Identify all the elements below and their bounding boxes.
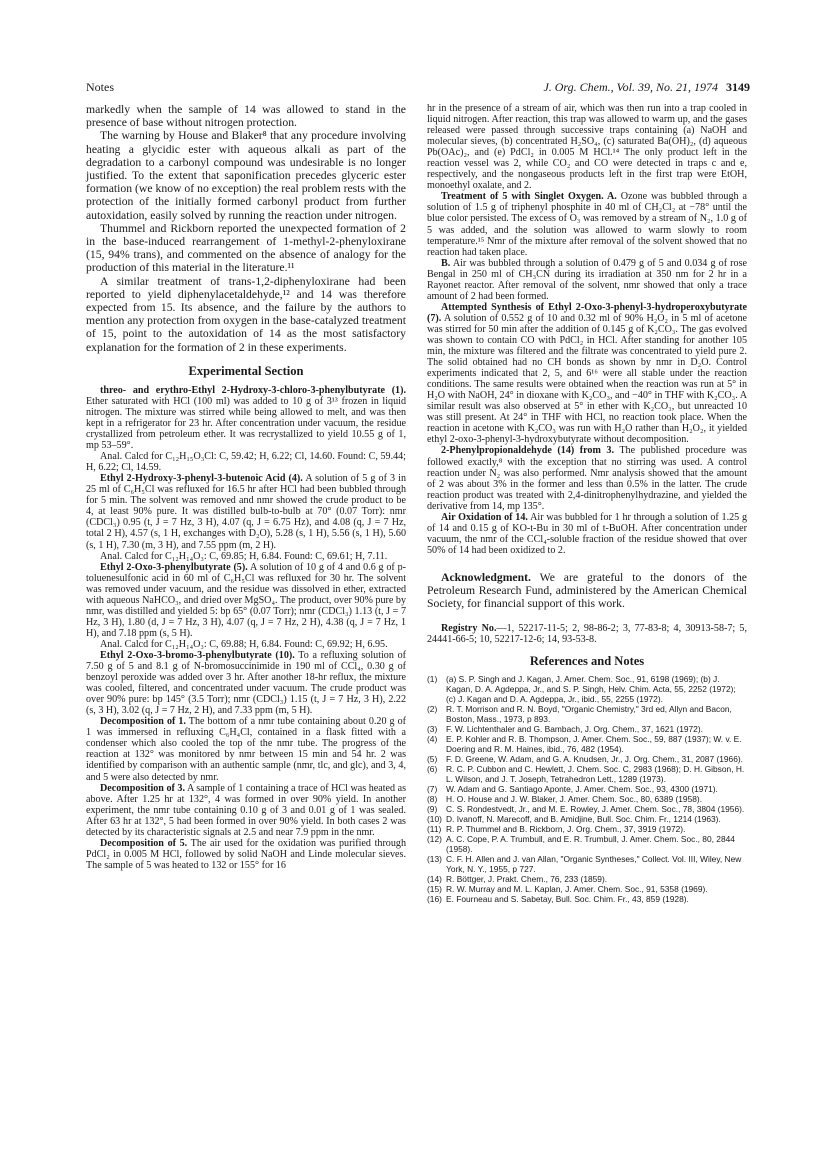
journal-name: J. Org. Chem., Vol. 39, No. 21, 1974 xyxy=(543,80,718,94)
reference-item xyxy=(427,764,747,784)
reference-text: F. D. Greene, W. Adam, and G. A. Knudsen, Jr., J. Org. Chem., 31, 2087 (1966). xyxy=(446,753,743,764)
experimental-paragraph xyxy=(86,451,406,473)
experimental-paragraph xyxy=(86,473,406,550)
reference-number: (5) xyxy=(427,753,438,764)
reference-text: C. S. Rondestvedt, Jr., and M. E. Rowley, J. Amer. Chem. Soc., 78, 3804 (1956). xyxy=(446,803,745,814)
reference-number: (16) xyxy=(427,893,442,904)
reference-text: E. P. Kohler and R. B. Thompson, J. Amer. Chem. Soc., 59, 887 (1937); W. v. E. Doering and R. M. Haines, ibid., 76, 482 (1954). xyxy=(446,733,742,754)
registry-text: —1, 52217-11-5; 2, 98-86-2; 3, 77-83-8; 4, 30913-58-7; 5, 24441-66-5; 10, 52217-12-6; 14, 93-53-8. xyxy=(427,622,747,645)
reference-number: (8) xyxy=(427,793,438,804)
reference-number: (6) xyxy=(427,763,438,774)
experimental-paragraph xyxy=(427,258,747,302)
paragraph-head: Decomposition of 3. xyxy=(100,782,185,794)
left-column xyxy=(86,103,406,871)
reference-item xyxy=(427,704,747,724)
paragraph-head: Ethyl 2-Oxo-3-phenylbutyrate (5). xyxy=(100,561,248,573)
paragraph-head: Decomposition of 1. xyxy=(100,716,186,728)
paragraph-text: To a refluxing solution of 7.50 g of 5 and 8.1 g of N-bromosuccinimide in 190 ml of CCl₄, 0.30 g of benzoyl peroxide was added over 3 hr. After another 18-hr reflux, the mixture was cooled, filtered, and concentrated under vacuum. The crude product was over 90% pure: bp 145° (3.5 Torr); nmr (CDCl₃) 1.15 (t, J = 7 Hz, 3 H), 2.22 (s, 3 H), 3.02 (q, J = 7 Hz, 2 H), and 7.33 ppm (m, 5 H). xyxy=(86,649,406,717)
paragraph-head: threo- and erythro-Ethyl 2-Hydroxy-3-chloro-3-phenylbutyrate (1). xyxy=(100,384,406,396)
reference-text: E. Fourneau and S. Sabetay, Bull. Soc. Chim. Fr., 43, 859 (1928). xyxy=(446,893,689,904)
reference-item xyxy=(427,804,747,814)
reference-text: H. O. House and J. W. Blaker, J. Amer. Chem. Soc., 80, 6389 (1958). xyxy=(446,793,703,804)
reference-item xyxy=(427,724,747,734)
reference-item xyxy=(427,794,747,804)
reference-number: (4) xyxy=(427,733,438,744)
reference-item xyxy=(427,754,747,764)
reference-number: (13) xyxy=(427,853,442,864)
reference-number: (9) xyxy=(427,803,438,814)
reference-text: R. P. Thummel and B. Rickborn, J. Org. Chem., 37, 3919 (1972). xyxy=(446,823,686,834)
paragraph-text: Anal. Calcd for C₁₂H₁₅O₃Cl: C, 59.42; H, 6.22; Cl, 14.60. Found: C, 59.44; H, 6.22; Cl, 14.59. xyxy=(86,451,406,474)
experimental-paragraph xyxy=(86,639,406,650)
experimental-paragraph xyxy=(427,445,747,511)
journal-citation xyxy=(543,80,750,95)
body-paragraph: The warning by House and Blaker⁸ that any procedure involving heating a glycidic ester with aqueous alkali as part of the degradation to a carbonyl compound was undesirable is no longer justified. To the extent that saponification precedes glyceric ester formation (we know of no exception) the real problem rests with the protection of the initially formed carbonyl product from further autoxidation, easily solved by running the reaction under nitrogen. xyxy=(86,129,406,222)
reference-number: (12) xyxy=(427,833,442,844)
experimental-paragraph xyxy=(86,838,406,871)
page-header xyxy=(86,80,750,96)
experimental-paragraph xyxy=(427,512,747,556)
paragraph-text: The air used for the oxidation was purified through PdCl₂ in 0.005 M HCl, followed by solid NaOH and Linde molecular sieves. The sample of 5 was heated to 132 or 155° for 16 xyxy=(86,837,406,871)
experimental-paragraph xyxy=(86,551,406,562)
acknowledgment-text: We are grateful to the donors of the Petroleum Research Fund, administered by the American Chemical Society, for financial support of this work. xyxy=(427,570,747,611)
references-title: References and Notes xyxy=(529,653,645,668)
reference-item xyxy=(427,734,747,754)
experimental-paragraph xyxy=(86,716,406,782)
reference-text: A. C. Cope, P. A. Trumbull, and E. R. Trumbull, J. Amer. Chem. Soc., 80, 2844 (1958). xyxy=(446,833,735,854)
experimental-paragraph xyxy=(86,562,406,639)
experimental-paragraph xyxy=(86,783,406,838)
paragraph-head: 2-Phenylpropionaldehyde (14) from 3. xyxy=(441,445,614,457)
reference-number: (7) xyxy=(427,783,438,794)
reference-number: (14) xyxy=(427,873,442,884)
reference-item xyxy=(427,814,747,824)
paragraph-text: The published procedure was followed exactly,⁸ with the exception that no stirring was used. A control reaction under N₂ was also performed. Nmr analysis showed that the amount of 2 was about 3% in the former and less than 0.5% in the latter. The crude reaction product was treated with 2,4-dinitrophenylhydrazine, and yielded the derivative from 14, mp 135°. xyxy=(427,445,747,512)
paragraph-text: A solution of 0.552 g of 10 and 0.32 ml of 90% H₂O₂ in 5 ml of acetone was stirred for 50 min after the addition of 0.145 g of K₂CO₃. The gas evolved was shown to contain CO with PdCl₂ in HCl. After standing for another 105 min, the mixture was filtered and the filtrate was concentrated to yield pure 2. The solid obtained had no CH bonds as shown by nmr in D₂O. Control experiments indicated that 2, 5, and 6¹⁶ were all stable under the reaction conditions. The same results were obtained when the reaction was run at 5° in H₂O with NaOH, 24° in dioxane with K₂CO₃, and −40° in THF with K₂CO₃. A similar result was also observed at 5° in ether with K₂CO₃, but unreacted 10 was still present. At 24° in THF with HCl, no reaction took place. When the reaction in acetone with K₂CO₃ was run with H₂O rather than H₂O₂, it yielded ethyl 2-oxo-3-phenyl-3-hydroxybutyrate without decomposition. xyxy=(427,312,747,446)
reference-text: R. W. Murray and M. L. Kaplan, J. Amer. Chem. Soc., 91, 5358 (1969). xyxy=(446,883,708,894)
body-paragraph: markedly when the sample of 14 was allowed to stand in the presence of base without nitrogen protection. xyxy=(86,103,406,130)
reference-item xyxy=(427,824,747,834)
reference-item xyxy=(427,874,747,884)
page-number: 3149 xyxy=(726,80,750,94)
reference-number: (1) xyxy=(427,673,438,684)
paragraph-text: A sample of 1 containing a trace of HCl was heated as above. After 1.25 hr at 132°, 4 was formed in over 90% yield. In another experiment, the nmr tube containing 0.10 g of 3 and 0.01 g of 1 was sealed. After 63 hr at 132°, 5 had been formed in over 90% yield. In both cases 2 was detected by its characteristic signals at 2.5 and near 7.9 ppm in the nmr. xyxy=(86,782,407,838)
experimental-paragraph xyxy=(427,191,747,257)
paragraph-head: Air Oxidation of 14. xyxy=(441,511,528,523)
section-label: Notes xyxy=(86,80,114,94)
reference-item xyxy=(427,894,747,904)
reference-number: (2) xyxy=(427,703,438,714)
experimental-text xyxy=(86,385,406,871)
reference-text: R. C. P. Cubbon and C. Hewlett, J. Chem. Soc. C, 2983 (1968); D. H. Gibson, H. L. Wilson, and J. T. Joseph, Tetrahedron Lett., 1289 (1973). xyxy=(446,763,745,784)
reference-text: R. Böttger, J. Prakt. Chem., 76, 233 (1859). xyxy=(446,873,608,884)
reference-text: C. F. H. Allen and J. van Allan, "Organic Syntheses," Collect. Vol. III, Wiley, New York, N. Y., 1955, p 727. xyxy=(446,853,742,874)
paragraph-text: A solution of 5 g of 3 in 25 ml of C₆H₅Cl was refluxed for 16.5 hr after HCl had been bubbled through for 5 min. The solvent was removed and nmr showed the crude product to be 4, at least 90% pure. It was distilled bulb-to-bulb at 70° (0.07 Torr): nmr (CDCl₃) 0.95 (t, J = 7 Hz, 3 H), 4.07 (q, J = 6.75 Hz), and 4.08 (q, J = 7 Hz, total 2 H), 4.57 (s, 1 H, exchanges with D₂O), 5.28 (s, 1 H), 5.56 (s, 1 H), 5.60 (s, 1 H), 7.30 (m, 3 H), and 7.55 ppm (m, 2 H). xyxy=(86,473,407,551)
paragraph-text: Anal. Calcd for C₁₂H₁₄O₃: C, 69.88; H, 6.84. Found: C, 69.92; H, 6.95. xyxy=(100,638,388,650)
paragraph-text: Air was bubbled through a solution of 0.479 g of 5 and 0.034 g of rose Bengal in 250 ml of CH₃CN during its irradiation at 350 nm for 2 hr in a Rayonet reactor. After removal of the solvent, nmr showed that only a trace amount of 2 had been formed. xyxy=(427,257,747,302)
paragraph-head: Ethyl 2-Oxo-3-bromo-3-phenylbutyrate (10). xyxy=(100,649,295,661)
intro-text xyxy=(86,103,406,354)
registry-numbers xyxy=(427,623,747,645)
section-title: Experimental Section xyxy=(188,363,304,378)
acknowledgment xyxy=(427,571,747,611)
paragraph-text: The bottom of a nmr tube containing about 0.20 g of 1 was immersed in refluxing C₆H₄Cl, contained in a flask fitted with a condenser which also cooled the top of the nmr tube. The progress of the reaction at 132° was monitored by nmr between 15 min and 54 hr. 2 was identified by comparison with an authentic sample (nmr, tlc, and glc), and 3, 4, and 5 were also detected by nmr. xyxy=(86,716,406,783)
reference-number: (11) xyxy=(427,823,442,834)
experimental-continued xyxy=(427,103,747,556)
reference-text: D. Ivanoff, N. Marecoff, and B. Amidjine, Bull. Soc. Chim. Fr., 1214 (1963). xyxy=(446,813,721,824)
reference-number: (10) xyxy=(427,813,442,824)
paragraph-text: Ozone was bubbled through a solution of 1.5 g of triphenyl phosphite in 40 ml of CH₂Cl₂ at −78° until the blue color persisted. The excess of O₃ was removed by a stream of N₂, 1.0 g of 5 was added, and the solution was allowed to warm slowly to room temperature.¹⁵ Nmr of the mixture after removal of the solvent showed that no reaction had taken place. xyxy=(427,191,747,258)
body-paragraph: A similar treatment of trans-1,2-diphenyloxirane had been reported to yield diphenylacetaldehyde,¹² and 14 was therefore expected from 15. Its absence, and the failure by the authors to mention any protection from oxygen in the base-catalyzed treatment of 15, point to the autoxidation of 14 as the most satisfactory explanation for the formation of 2 in these experiments. xyxy=(86,274,406,354)
reference-text: F. W. Lichtenthaler and G. Bambach, J. Org. Chem., 37, 1621 (1972). xyxy=(446,723,703,734)
reference-text: R. T. Morrison and R. N. Boyd, "Organic Chemistry," 3rd ed, Allyn and Bacon, Boston, Mass., 1973, p 893. xyxy=(446,703,732,724)
paragraph-head: Treatment of 5 with Singlet Oxygen. A. xyxy=(441,191,617,203)
reference-number: (15) xyxy=(427,883,442,894)
paragraph-head: Decomposition of 5. xyxy=(100,837,188,849)
reference-number: (3) xyxy=(427,723,438,734)
experimental-paragraph xyxy=(86,650,406,716)
experimental-paragraph xyxy=(86,385,406,451)
reference-text: W. Adam and G. Santiago Aponte, J. Amer. Chem. Soc., 93, 4300 (1971). xyxy=(446,783,718,794)
paragraph-text: Anal. Calcd for C₁₂H₁₄O₃: C, 69.85; H, 6.84. Found: C, 69.61; H, 7.11. xyxy=(100,550,388,562)
right-column xyxy=(427,103,747,904)
body-paragraph: Thummel and Rickborn reported the unexpected formation of 2 in the base-induced rearrangement of 1-methyl-2-phenyloxirane (15, 94% trans), and commented on the absence of analogy for the production of this material in the literature.¹¹ xyxy=(86,221,406,275)
acknowledgment-head: Acknowledgment. xyxy=(441,570,531,584)
reference-item xyxy=(427,854,747,874)
paragraph-head: Ethyl 2-Hydroxy-3-phenyl-3-butenoic Acid (4). xyxy=(100,473,303,485)
paragraph-text: A solution of 10 g of 4 and 0.6 g of p-toluenesulfonic acid in 60 ml of C₆H₅Cl was refluxed for 30 hr. The solvent was removed under vacuum, and the residue was dissolved in ether, extracted with aqueous NaHCO₃, and dried over MgSO₄. The product, over 90% pure by nmr, was distilled and yielded 5: bp 65° (0.07 Torr); nmr (CDCl₃) 1.13 (t, J = 7 Hz, 3 H), 1.80 (d, J = 7 Hz, 3 H), 4.07 (q, J = 7 Hz, 2 H), 4.38 (q, J = 7 Hz, 1 H), and 7.18 ppm (s, 5 H). xyxy=(86,561,406,639)
paragraph-text: Air was bubbled for 1 hr through a solution of 1.25 g of 14 and 0.15 g of KO-t-Bu in 30 ml of t-BuOH. After concentration under vacuum, the nmr of the CCl₄-soluble fraction of the residue showed that over 50% of 14 had been oxidized to 2. xyxy=(427,511,747,556)
paragraph-text: hr in the presence of a stream of air, which was then run into a trap cooled in liquid nitrogen. After reaction, this trap was allowed to warm up, and the gases released were passed through successive traps containing (a) NaOH and molecular sieves, (b) concentrated H₂SO₄, (c) saturated Ba(OH)₂, (d) aqueous Pb(OAc)₂, and (e) PdCl₂ in 0.005 M HCl.¹⁴ The only product left in the reaction vessel was 2, while CO₂ and CO were detected in traps c and e, respectively, and the nongaseous products left in the first trap were EtOH, monoethyl oxalate, and 2. xyxy=(427,103,747,192)
references-list xyxy=(427,674,747,904)
paragraph-text: Ether saturated with HCl (100 ml) was added to 10 g of 3¹³ frozen in liquid nitrogen. The mixture was stirred while being allowed to melt, and was then kept in a refrigerator for 23 hr. After concentration under vacuum, the residue crystallized from petroleum ether. It was recrystallized to yield 10.55 g of 1, mp 53–59°. xyxy=(86,395,406,452)
reference-text: (a) S. P. Singh and J. Kagan, J. Amer. Chem. Soc., 91, 6198 (1969); (b) J. Kagan, D. A. Agdeppa, Jr., and S. P. Singh, Helv. Chim. Acta, 55, 2252 (1972); (c) J. Kagan and D. A. Agdeppa, Jr., ibid., 55, 2255 (1972). xyxy=(446,673,736,704)
paragraph-head: B. xyxy=(441,257,451,269)
reference-item xyxy=(427,834,747,854)
experimental-paragraph xyxy=(427,302,747,446)
reference-item xyxy=(427,674,747,704)
reference-item xyxy=(427,884,747,894)
registry-head: Registry No. xyxy=(441,622,497,634)
experimental-paragraph xyxy=(427,103,747,191)
paragraph-head: Attempted Synthesis of Ethyl 2-Oxo-3-phenyl-3-hydroperoxybutyrate (7). xyxy=(427,301,747,324)
reference-item xyxy=(427,784,747,794)
